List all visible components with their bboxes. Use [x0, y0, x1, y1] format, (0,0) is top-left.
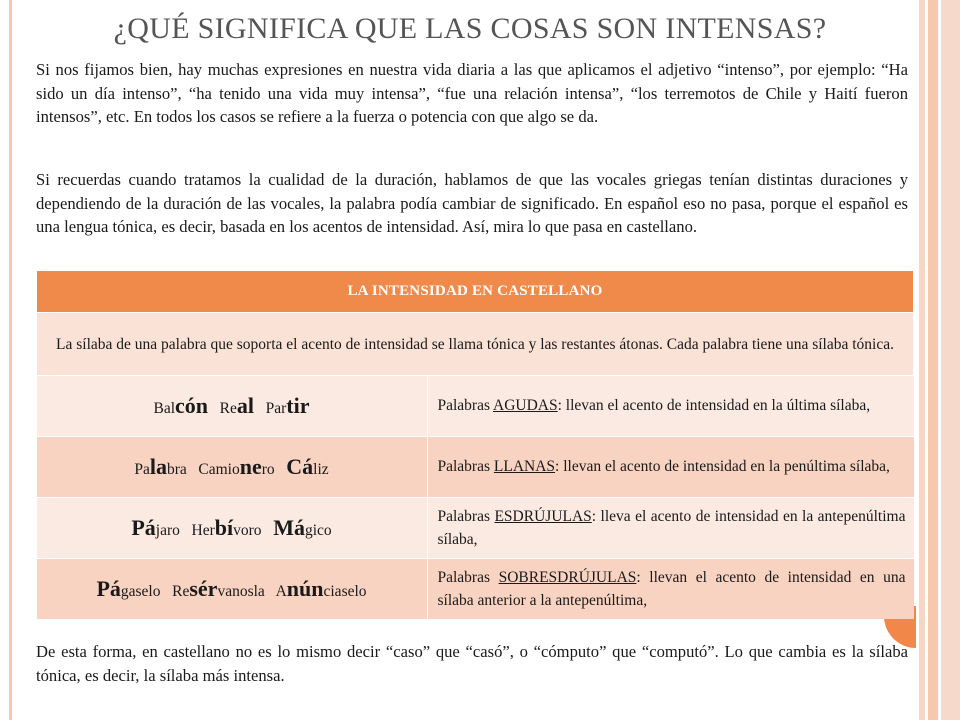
example-word: Resérvanosla	[172, 576, 265, 601]
context-paragraph: Si recuerdas cuando tratamos la cualidad de la duración, hablamos de que las vocales griegas tenían distintas duraciones y dependiendo de la duración de las vocales, la palabra podía cambiar de significado. En español eso no pasa, porque el español es una lengua tónica, es decir, basada en los acentos de intensidad. Así, mira lo que pasa en castellano.	[36, 170, 908, 236]
decorative-stripe-2	[928, 0, 938, 720]
table-subheader: La sílaba de una palabra que soporta el acento de intensidad se llama tónica y las restantes átonas. Cada palabra tiene una sílaba tónica.	[37, 313, 914, 376]
word-type-label: AGUDAS	[493, 397, 558, 415]
description-cell: Palabras ESDRÚJULAS: lleva el acento de intensidad en la antepenúltima sílaba,	[427, 498, 914, 559]
example-word: Herbívoro	[191, 515, 262, 540]
conclusion-paragraph: De esta forma, en castellano no es lo mismo decir “caso” que “casó”, o “cómputo” que “computó”. Lo que cambia es la sílaba tónica, es decir, la sílaba más intensa.	[36, 642, 908, 685]
example-word: Págaselo	[96, 576, 161, 601]
table-row-esdrujulas	[37, 498, 914, 559]
word-type-label: SOBRESDRÚJULAS	[498, 568, 637, 586]
example-word: Partir	[265, 393, 310, 418]
table-row-agudas	[37, 376, 914, 437]
example-word: Anúnciaselo	[275, 576, 367, 601]
left-border-line	[9, 0, 12, 720]
example-word: Cáliz	[286, 454, 329, 479]
examples-cell	[37, 559, 428, 620]
word-type-label: LLANAS	[493, 458, 556, 476]
intro-paragraph: Si nos fijamos bien, hay muchas expresiones en nuestra vida diaria a las que aplicamos el adjetivo “intenso”, por ejemplo: “Ha sido un día intenso”, “ha tenido una vida muy intensa”, “fue una relación intensa”, “los terremotos de Chile y Haití fueron intensos”, etc. En todos los casos se refiere a la fuerza o potencia con que algo se da.	[36, 60, 908, 126]
example-word: Pájaro	[131, 515, 180, 540]
example-word: Palabra	[134, 454, 187, 479]
examples-cell	[37, 437, 428, 498]
decorative-stripe-1	[919, 0, 925, 720]
examples-cell	[37, 376, 428, 437]
table-header: LA INTENSIDAD EN CASTELLANO	[37, 271, 914, 313]
example-word: Balcón	[153, 393, 209, 418]
decorative-stripe-3	[941, 0, 960, 720]
example-word: Mágico	[273, 515, 332, 540]
intensity-table	[36, 270, 914, 619]
description-cell: Palabras AGUDAS: llevan el acento de intensidad en la última sílaba,	[427, 376, 914, 437]
description-cell: Palabras SOBRESDRÚJULAS: llevan el acento de intensidad en una sílaba anterior a la antepenúltima,	[427, 559, 914, 620]
word-type-label: ESDRÚJULAS	[494, 507, 592, 525]
table-row-llanas	[37, 437, 914, 498]
example-word: Camionero	[198, 454, 275, 479]
table-row-sobresdrujulas	[37, 559, 914, 620]
description-cell: Palabras LLANAS: llevan el acento de intensidad en la penúltima sílaba,	[427, 437, 914, 498]
examples-cell	[37, 498, 428, 559]
example-word: Real	[219, 393, 254, 418]
slide-title: ¿QUÉ SIGNIFICA QUE LAS COSAS SON INTENSAS?	[113, 12, 827, 45]
